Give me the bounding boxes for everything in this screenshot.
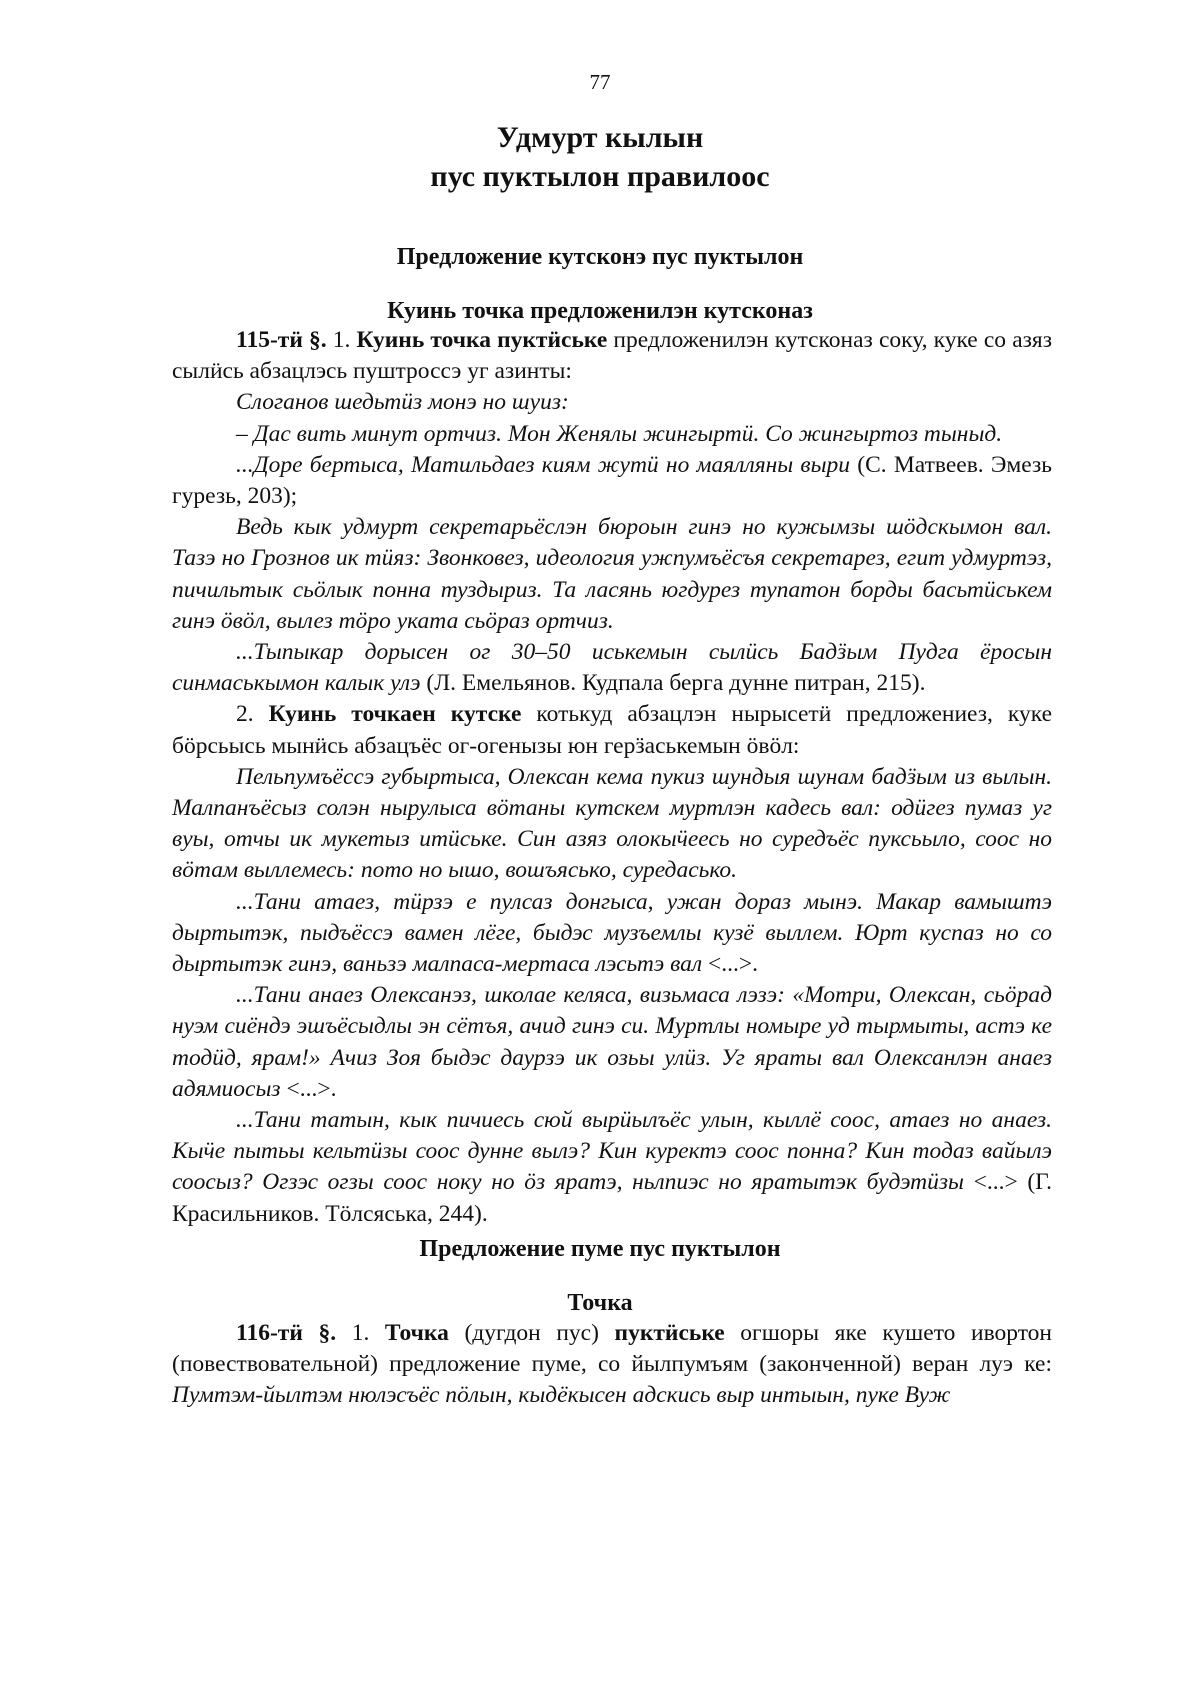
page-title-line-1: Удмурт кылын xyxy=(496,121,704,154)
page-title-line-2: пус пуктылон правилоос xyxy=(430,160,770,193)
example-line: ...Тани татын, кык пичиесь сюй вырӥылъёс улын, кыллё соос, атаез но анаез. Кыӵе пытьы кельтӥзы соос дунне вылэ? Кин куректэ соос понна? Кин тодаз вайылэ соосыз? Огзэс огзы соос ноку но ӧз яратэ, ньлпиэс но яратытэк будэтӥзы <...> (Г. Красильников. Тӧлсяська, 244). xyxy=(172,1107,1052,1227)
page-title xyxy=(0,118,1200,196)
body-text-1 xyxy=(172,325,1052,1230)
paragraph-number: 115-тӥ §. xyxy=(236,327,327,353)
term-bold: Точка xyxy=(384,1320,449,1346)
body-text-2 xyxy=(172,1318,1052,1412)
paragraph-115-2: 2. Куинь точкаен кутске котькуд абзацлэн нырысетӥ предложениез, куке бӧрсьысь мынӥсь абзацъёс ог-огенызы юн герӟаськемын ӧвӧл: xyxy=(172,701,1053,759)
term-bold: Куинь точкаен кутске xyxy=(268,701,522,728)
term-bold: пуктӥське xyxy=(614,1320,725,1346)
section-heading-1: Предложение кутсконэ пус пуктылон xyxy=(396,244,804,270)
example-line: ...Тани анаез Олексанэз, школае келяса, визьмаса лэзэ: «Мотри, Олексан, сьӧрад нуэм сиёндэ эшъёсыдлы эн сётъя, ачид гинэ си. Муртлы номыре уд тырмыты, астэ ке тодӥд, ярам!» Ачиз Зоя быдэс даурзэ ик озьы улӥз. Уг яраты вал Олексанлэн анаез адямиосыз <...>. xyxy=(172,982,1052,1102)
paragraph-116: 116-тӥ §. 1. Точка (дугдон пус) пуктӥське огшоры яке кушето ивортон (повествовательной) предложение пуме, со йылпумъям (законченной) веран луэ ке: Пумтэм-йылтэм нюлэсъёс пӧлын, кыдёкысен адскись выр интыын, пуке Вуж xyxy=(172,1320,1052,1409)
example-line: ...Доре бертыса, Матильдаез киям жутӥ но маялляны выри (С. Матвеев. Эмезь гурезь, 203); xyxy=(172,451,1052,510)
example-line: Ведь кык удмурт секретарьёслэн бюроын гинэ но кужымзы шӧдскымон вал. Тазэ но Грознов ик тӥяз: Звонковез, идеология ужпумъёсъя секретарез, егит удмуртэз, пичильтык сьӧлык понна туздыриз. Та ласянь югдурез тупатон борды басьтӥськем гинэ ӧвӧл, вылез тӧро уката сьӧраз ортчиз. xyxy=(172,514,1052,634)
example-line: – Дас вить минут ортчиз. Мон Женялы жингыртӥ. Со жингыртоз тыныд. xyxy=(236,420,1003,447)
example-line: ...Тани атаез, тӥрзэ е пулсаз донгыса, ужан дораз мынэ. Макар вамыштэ дыртытэк, пыдъёссэ вамен лёге, быдэс музъемлы кузё выллем. Юрт куспаз но со дыртытэк гинэ, ваньзэ малпаса-мертаса лэсьтэ вал <...>. xyxy=(172,888,1052,978)
page-number: 77 xyxy=(589,70,611,94)
paragraph-number: 116-тӥ §. xyxy=(236,1320,337,1346)
subsection-heading-2: Точка xyxy=(567,1290,633,1316)
term-bold: Куинь точка пуктӥське xyxy=(356,327,608,353)
paragraph-115: 115-тӥ §. 1. Куинь точка пуктӥське предложенилэн кутсконаз соку, куке со азяз сылӥсь абзацлэсь пуштроссэ уг азинты: xyxy=(172,327,1053,385)
example-line: Слоганов шедьтӥз монэ но шуиз: xyxy=(236,389,569,416)
example-line: Пельпумъёссэ губыртыса, Олексан кема пукиз шундыя шунам бадӟым из вылын. Малпанъёсыз солэн нырулыса вӧтаны кутскем муртлэн кадесь вал: одӥгез пумаз уг вуы, отчы ик мукетыз итӥське. Син азяз олокыӵеесь но суредъёс пуксьыло, соос но вӧтам выллемесь: пото но ышо, вошъясько, суредасько. xyxy=(172,763,1052,884)
section-heading-2: Предложение пуме пус пуктылон xyxy=(419,1236,781,1262)
example-line: ...Тыпыкар дорысен ог 30–50 иськемын сылӥсь Бадӟым Пудга ёросын синмаськымон калык улэ (Л. Емельянов. Кудпала берга дунне питран, 215). xyxy=(172,639,1052,697)
subsection-heading-1: Куинь точка предложенилэн кутсконаз xyxy=(387,298,813,324)
